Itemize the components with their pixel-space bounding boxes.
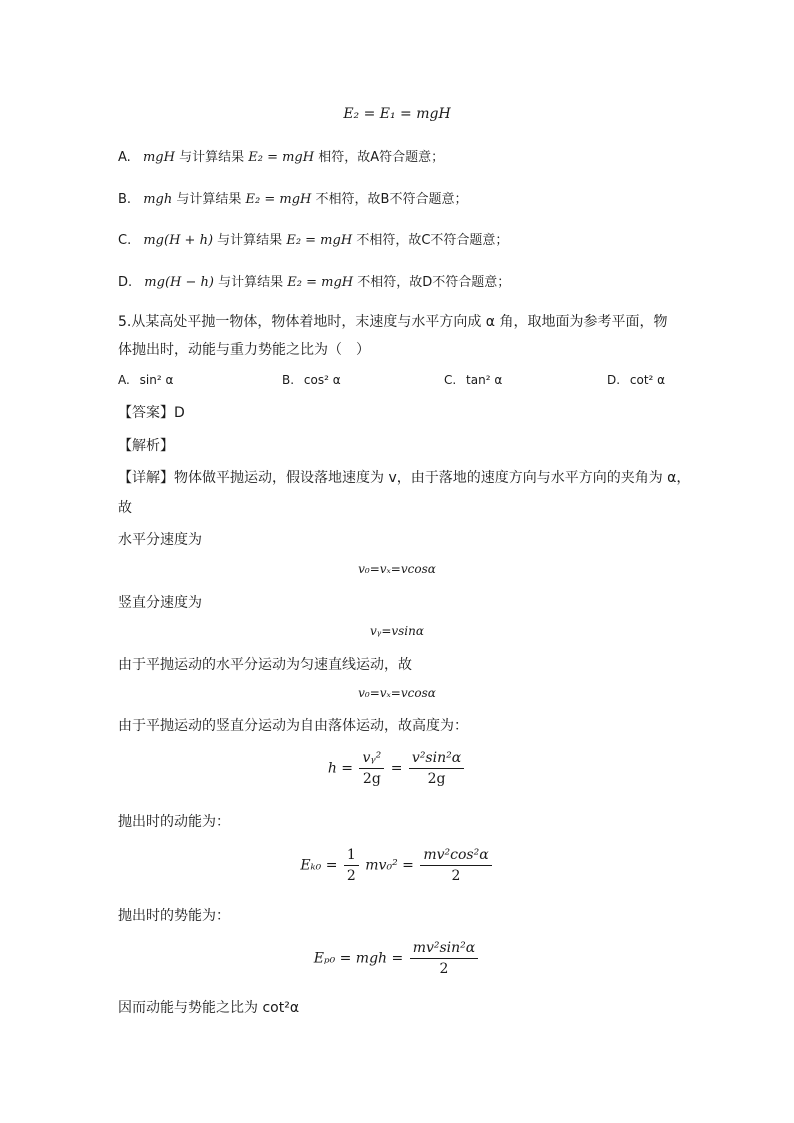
prev-option-a: A. mgH 与计算结果 E₂ = mgH 相符，故A符合题意；	[118, 150, 445, 165]
detail-label: 【详解】	[118, 470, 174, 486]
question-line-2: 体抛出时，动能与重力势能之比为（ ）	[118, 342, 370, 358]
analysis-label: 【解析】	[118, 438, 174, 454]
prev-option-d: D. mg(H − h) 与计算结果 E₂ = mgH 不相符，故D不符合题意；	[118, 275, 511, 290]
pe-label: 抛出时的势能为：	[118, 908, 230, 924]
choice-a: A. sin² α	[118, 373, 174, 387]
choice-c: C. tan² α	[444, 373, 503, 387]
choice-d: D. cot² α	[607, 373, 666, 387]
eq-ek: Eₖ₀ = $\frac{1}{2}$ mv₀² = $\frac{\text{mv²cos²α}}{2}$	[0, 845, 794, 886]
eq-vy: vᵧ=vsinα	[370, 624, 424, 638]
prev-option-b: B. mgh 与计算结果 E₂ = mgH 不相符，故B不符合题意；	[118, 192, 468, 207]
answer-value: D	[174, 405, 185, 421]
question-line-1: 5.从某高处平抛一物体，物体着地时，末速度与水平方向成 α 角，取地面为参考平面，物	[118, 314, 668, 330]
frac-half: $\frac{1}{2}$	[344, 845, 359, 886]
ke-label: 抛出时的动能为：	[118, 814, 230, 830]
answer-label: 【答案】	[118, 405, 174, 421]
prev-option-c: C. mg(H + h) 与计算结果 E₂ = mgH 不相符，故C不符合题意；	[118, 233, 509, 248]
freefall-text: 由于平抛运动的竖直分运动为自由落体运动，故高度为：	[118, 718, 468, 734]
eq-ep: Eₚ₀ = mgh = $\frac{\text{mv²sin²α}}{2}$	[0, 938, 794, 979]
top-equation: E₂ = E₁ = mgH	[343, 106, 451, 122]
eq-v0: v₀=vₓ=vcosα	[358, 562, 436, 576]
answer-line	[118, 403, 185, 423]
horizontal-label: 水平分速度为	[118, 532, 202, 548]
eq-h: h = $\frac{\text{vᵧ²}}{2g}$ = $\frac{\text{v²sin²α}}{2g}$	[0, 748, 794, 789]
frac-v2sin2-2g: $\frac{\text{v²sin²α}}{2g}$	[409, 748, 464, 789]
conclusion: 因而动能与势能之比为 cot²α	[118, 1000, 300, 1016]
detail-line-2: 故	[118, 500, 132, 516]
choice-b: B. cos² α	[282, 373, 341, 387]
eq-v0-repeat: v₀=vₓ=vcosα	[358, 686, 436, 700]
frac-vy2-2g: $\frac{\text{vᵧ²}}{2g}$	[359, 748, 384, 789]
uniform-text: 由于平抛运动的水平分运动为匀速直线运动，故	[118, 657, 412, 673]
frac-mv2cos2-2: $\frac{\text{mv²cos²α}}{2}$	[420, 845, 491, 886]
frac-mv2sin2-2: $\frac{\text{mv²sin²α}}{2}$	[410, 938, 479, 979]
detail-line-1: 【详解】物体做平抛运动，假设落地速度为 v，由于落地的速度方向与水平方向的夹角为 α，	[118, 470, 691, 486]
vertical-label: 竖直分速度为	[118, 595, 202, 611]
